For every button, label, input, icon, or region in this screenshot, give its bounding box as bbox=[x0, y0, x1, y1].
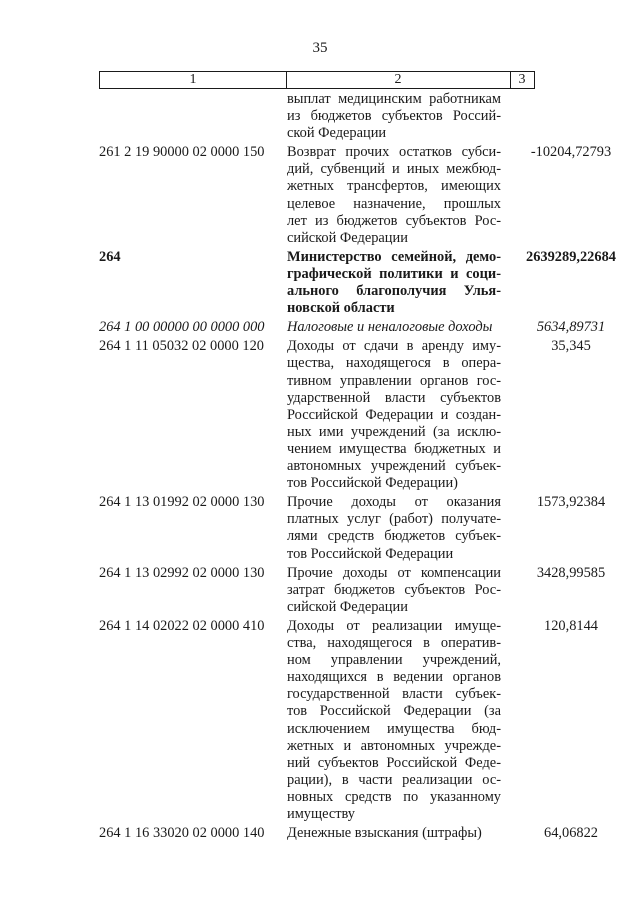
revenue-name-line: из бюджетов субъектов Россий- bbox=[287, 108, 501, 125]
amount: 120,8144 bbox=[544, 618, 598, 634]
revenue-name-line: ударственной власти субъектов bbox=[287, 389, 501, 406]
revenue-name bbox=[287, 319, 501, 336]
revenue-name bbox=[287, 338, 501, 492]
budget-code: 264 bbox=[99, 248, 121, 265]
amount: -10204,72793 bbox=[530, 144, 612, 161]
revenue-name-line: лет из бюджетов субъектов Рос- bbox=[287, 212, 501, 229]
revenue-name-line: тов Российской Федерации bbox=[287, 545, 454, 562]
revenue-name-line: Доходы от сдачи в аренду иму- bbox=[287, 338, 501, 355]
revenue-name-line: государственной власти субъек- bbox=[287, 686, 501, 703]
revenue-name-line: тов Российской Федерации) bbox=[287, 475, 458, 492]
revenue-name-line: тов Российской Федерации (за bbox=[287, 703, 501, 720]
budget-code: 261 2 19 90000 02 0000 150 bbox=[99, 144, 265, 161]
revenue-name-line: дий, субвенций и иных межбюд- bbox=[287, 161, 501, 178]
amount: 1573,92384 bbox=[536, 494, 606, 511]
revenue-name-line: тивном управлении органов гос- bbox=[287, 372, 501, 389]
revenue-name-line: ального благополучия Улья- bbox=[287, 283, 501, 300]
revenue-name-line: Прочие доходы от компенсации bbox=[287, 564, 501, 581]
revenue-name-line: сийской Федерации bbox=[287, 598, 408, 615]
page-number: 35 bbox=[312, 40, 328, 56]
budget-code: 264 1 13 02992 02 0000 130 bbox=[99, 564, 265, 581]
table-header bbox=[99, 71, 535, 89]
amount: 64,06822 bbox=[544, 825, 598, 842]
revenue-name-line: имуществу bbox=[287, 806, 356, 823]
revenue-name-line: находящихся в ведении органов bbox=[287, 669, 501, 686]
amount: 5634,89731 bbox=[536, 319, 606, 336]
revenue-name-line: лями средств бюджетов субъек- bbox=[287, 528, 501, 545]
revenue-name-line: щества, находящегося в опера- bbox=[287, 355, 501, 372]
revenue-name-line: новской области bbox=[287, 300, 395, 317]
revenue-name-line: платных услуг (работ) получате- bbox=[287, 511, 501, 528]
revenue-name bbox=[287, 825, 501, 842]
revenue-name-line: Прочие доходы от оказания bbox=[287, 494, 501, 511]
budget-code: 264 1 16 33020 02 0000 140 bbox=[99, 825, 265, 842]
revenue-name-line: графической политики и соци- bbox=[287, 265, 501, 282]
revenue-name-line: жетных трансфертов, имеющих bbox=[287, 178, 501, 195]
revenue-name-line: Доходы от реализации имуще- bbox=[287, 618, 501, 634]
amount: 2639289,22684 bbox=[526, 248, 616, 265]
revenue-name-line: ства, находящегося в оператив- bbox=[287, 635, 501, 652]
revenue-name-line: ний субъектов Российской Феде- bbox=[287, 754, 501, 771]
revenue-name-line: ном управлении учреждений, bbox=[287, 652, 501, 669]
revenue-name-line: чением имущества бюджетных и bbox=[287, 440, 501, 457]
revenue-name-line: ных ими учреждений (за исклю- bbox=[287, 423, 501, 440]
revenue-name-line: затрат бюджетов субъектов Рос- bbox=[287, 581, 501, 598]
header-col-1: 1 bbox=[100, 72, 287, 88]
header-col-3: 3 bbox=[518, 72, 526, 87]
amount: 3428,99585 bbox=[536, 564, 606, 581]
revenue-name-line: сийской Федерации bbox=[287, 229, 408, 246]
revenue-name bbox=[287, 249, 501, 317]
budget-code: 264 1 11 05032 02 0000 120 bbox=[99, 338, 264, 355]
budget-code: 264 1 00 00000 00 0000 000 bbox=[99, 319, 265, 336]
amount: 35,345 bbox=[551, 338, 591, 355]
header-col-2: 2 bbox=[286, 72, 511, 88]
revenue-name-line: Денежные взыскания (штрафы) bbox=[287, 825, 482, 842]
revenue-name bbox=[287, 144, 501, 247]
revenue-name-line: жетных и автономных учрежде- bbox=[287, 737, 501, 754]
budget-code: 264 1 14 02022 02 0000 410 bbox=[99, 618, 265, 634]
revenue-name-line: Российской Федерации и создан- bbox=[287, 406, 501, 423]
revenue-name bbox=[287, 618, 501, 823]
revenue-name bbox=[287, 91, 501, 142]
revenue-name-line: автономных учреждений субъек- bbox=[287, 458, 501, 475]
revenue-name-line: исключением имущества бюд- bbox=[287, 720, 501, 737]
budget-code: 264 1 13 01992 02 0000 130 bbox=[99, 494, 265, 511]
revenue-name bbox=[287, 494, 501, 562]
revenue-name-line: Министерство семейной, демо- bbox=[287, 248, 501, 265]
revenue-name-line: Возврат прочих остатков субси- bbox=[287, 144, 501, 161]
revenue-name-line: новных средств по указанному bbox=[287, 788, 501, 805]
revenue-name-line: целевое назначение, прошлых bbox=[287, 195, 501, 212]
revenue-name bbox=[287, 565, 501, 616]
revenue-name-line: выплат медицинским работникам bbox=[287, 91, 501, 107]
revenue-name-line: ской Федерации bbox=[287, 125, 387, 142]
revenue-name-line: Налоговые и неналоговые доходы bbox=[287, 319, 493, 336]
revenue-name-line: рации), в части реализации ос- bbox=[287, 771, 501, 788]
